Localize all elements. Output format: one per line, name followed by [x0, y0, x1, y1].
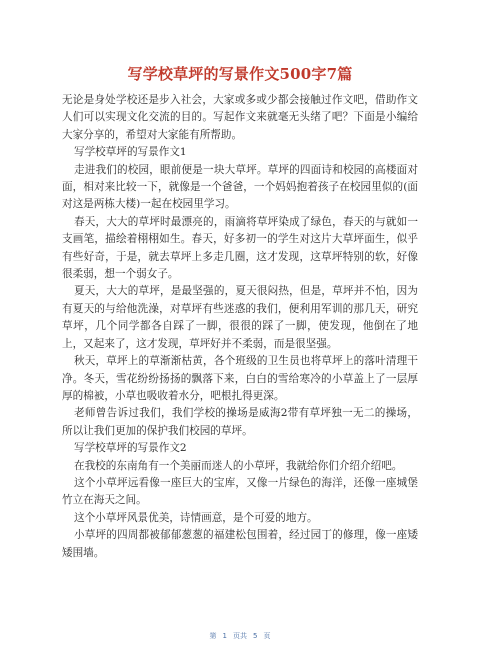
body-paragraph: 这个小草坪远看像一座巨大的宝库，又像一片绿色的海洋，还像一座城堡竹立在海天之间。: [62, 476, 418, 507]
body-paragraph: 秋天，草坪上的草渐渐枯黄，各个班级的卫生员也将草坪上的落叶清理干净。冬天，雪花纷纷扬扬的飘落下来，白白的雪给寒冷的小草盖上了一层厚厚的棉被，小草也吸收着水分，吧根扎得更深。: [62, 355, 418, 402]
body-paragraph: 春天，大大的草坪时最漂亮的，雨滴将草坪染成了绿色，春天的与就如一支画笔，描绘着栩栩如生。春天，好多初一的学生对这片大草坪面生，似乎有些好奇，于是，就去草坪上多走几圈，这才发现，这草坪特别的软，好像很柔弱，想一个弱女子。: [62, 215, 418, 281]
section-heading-1: 写学校草坪的写景作文1: [74, 146, 187, 159]
page-label-middle: 页共: [233, 632, 247, 640]
body-paragraph: 这个小草坪风景优美，诗情画意，是个可爱的地方。: [74, 511, 318, 524]
document-body: [62, 92, 418, 562]
page-label-suffix: 页: [263, 632, 271, 640]
page-current-number: 1: [222, 632, 227, 640]
body-paragraph: 夏天，大大的草坪，是最坚强的，夏天很闷热，但是，草坪并不怕，因为有夏天的与给他洗澡，对草坪有些迷惑的我们，便利用军训的那几天，研究草坪，几个同学都各自踩了一脚，很很的踩了一脚，使发现，他倒在了地上，又起来了，这才发现，草坪好并不柔弱，而是很坚强。: [62, 285, 418, 350]
body-paragraph: 走进我们的校园，眼前便是一块大草坪。草坪的四面诗和校园的高楼面对面，相对来比较一下，就像是一个爸爸，一个妈妈抱着孩子在校园里似的(面对这是两栋大楼)一起在校园里学习。: [62, 163, 418, 211]
page-footer: [0, 631, 480, 641]
page-label-prefix: 第: [209, 632, 217, 640]
document-title: 写学校草坪的写景作文500字7篇: [127, 65, 353, 83]
section-heading-2: 写学校草坪的写景作文2: [74, 442, 187, 455]
page-total-number: 5: [253, 632, 258, 640]
body-paragraph: 在我校的东南角有一个美丽而迷人的小草坪，我就给你们介绍介绍吧。: [74, 459, 403, 472]
body-paragraph: 小草坪的四周都被郁郁葱葱的福建松包围着，经过园丁的修理，像一座矮矮围墙。: [62, 529, 418, 559]
intro-paragraph: 无论是身处学校还是步入社会，大家或多或少都会接触过作文吧，借助作文人们可以实现文化交流的目的。写起作文来就毫无头绪了吧？下面是小编给大家分享的，希望对大家能有所帮助。: [62, 94, 418, 141]
body-paragraph: 老师曾告诉过我们，我们学校的操场是威海2带有草坪独一无二的操场，所以让我们更加的保护我们校园的草坪。: [62, 407, 418, 437]
